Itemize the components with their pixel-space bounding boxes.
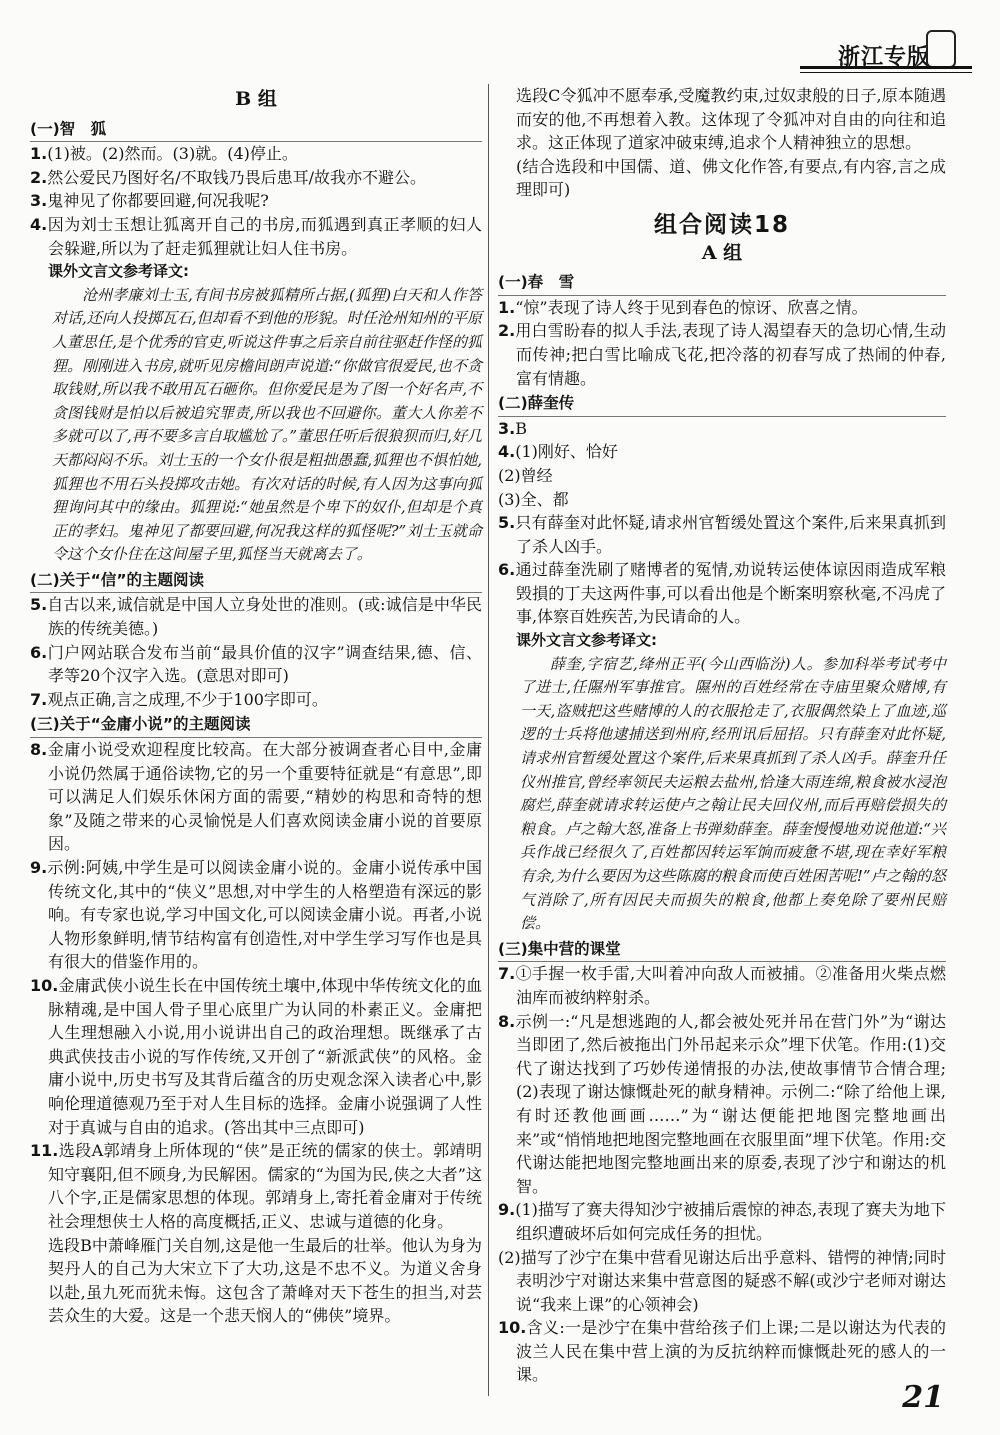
answer-text: 金庸武侠小说生长在中国传统土壤中,体现中华传统文化的血脉精魂,是中国人骨子里心底里广为认同的朴素正义。金庸把人生理想融入小说,用小说讲出自己的政治理想。既继承了古典武侠技击小说的写作传统,又开创了“新派武侠”的风格。金庸小说中,历史书写及其背后蕴含的历史观念深入读者心中,影响伦理道德观乃至于对人生目标的选择。金庸小说强调了人性对于真诚与自由的追求。(答出其中三点即可) [48, 975, 482, 1137]
answer-item [30, 189, 482, 213]
answer-number: 1. [498, 297, 516, 317]
answer-text: (1)被。(2)然而。(3)就。(4)停止。 [47, 144, 298, 164]
answer-text: B [515, 418, 527, 438]
answer-item [498, 440, 946, 464]
answer-item [498, 1316, 946, 1387]
header-rule-thin [800, 72, 972, 73]
answer-text: 门户网站联合发布当前“最具价值的汉字”调查结果,德、信、孝等20个汉字入选。(意思对即可) [47, 642, 482, 686]
reference-translation: 沧州孝廉刘士玉,有间书房被狐精所占据,(狐狸)白天和人作答对话,还向人投掷瓦石,但却看不到他的形貌。时任沧州知州的平原人董思任,是个优秀的官吏,听说这件事之后亲自前往驱赶作怪的狐狸。刚刚进入书房,就听见房檐间朗声说道:“你做官很爱民,也不贪取钱财,所以我不敢用瓦石砸你。但你爱民是为了图一个好名声,不贪图钱财是怕以后被追究罪责,所以我也不回避你。董大人你差不多就可以了,再不要多言自取尴尬了。”董思任听后很狼狈而归,好几天都闷闷不乐。刘士玉的一个女仆很是粗拙愚蠢,狐狸也不惧怕她,狐狸也不用石头投掷攻击她。有次对话的时候,有人因为这事向狐狸询问其中的缘由。狐狸说:“她虽然是个卑下的奴仆,但却是个真正的孝妇。鬼神见了都要回避,何况我这样的狐怪呢?”刘士玉就命令这个女仆住在这间屋子里,狐怪当天就离去了。 [52, 285, 482, 564]
answer-number: 3. [498, 418, 516, 438]
column-divider [488, 84, 489, 1396]
page-header [0, 0, 1000, 72]
section-title: (二)薛奎传 [498, 392, 946, 417]
answer-text: 示例:阿姨,中学生是可以阅读金庸小说的。金庸小说传承中国传统文化,其中的“侠义”思想,对中学生的人格塑造有深远的影响。有专家也说,学习中国文化,可以阅读金庸小说。再者,小说人物形象鲜明,情节结构富有创造性,对中学生学习写作也是具有很大的借鉴作用的。 [47, 858, 482, 972]
answer-item [498, 1010, 946, 1199]
answer-paragraph: 选段C令狐冲不愿奉承,受魔教约束,过奴隶般的日子,原本随遇而安的他,不再想着入教。这体现了令狐冲对自由的向往和追求。这正体现了道家冲破束缚,追求个人精神独立的思想。 [516, 86, 946, 153]
answer-number: 7. [498, 964, 516, 984]
answer-number: 8. [498, 1011, 516, 1031]
answer-item [498, 962, 946, 1009]
answer-text: 只有薛奎对此怀疑,请求州官暂缓处置这个案件,后来果真抓到了杀人凶手。 [515, 513, 946, 556]
answer-number: 5. [498, 513, 516, 533]
answer-text: (2)描写了沙宁在集中营看见谢达后出乎意料、错愕的神情;同时表明沙宁对谢达来集中营意图的疑惑不解(或沙宁老师对谢达说“我来上课”的心领神会) [498, 1247, 946, 1314]
answer-item [498, 488, 946, 512]
answer-text: 用白雪盼春的拟人手法,表现了诗人渴望春天的急切心情,生动而传神;把白雪比喻成飞花,把冷落的初春写成了热闹的仲春,富有情趣。 [515, 321, 946, 388]
answer-number: 1. [30, 144, 48, 164]
answer-paragraph: 选段B中萧峰雁门关自刎,这是他一生最后的壮举。他认为身为契丹人的自己为大宋立下了大功,这是不忠不义。为道义舍身以赴,虽九死而犹未悔。这包含了萧峰对天下苍生的担当,对芸芸众生的大爱。这是一个悲天悯人的“佛侠”境界。 [48, 1235, 482, 1326]
answer-text: 自古以来,诚信就是中国人立身处世的准则。(或:诚信是中华民族的传统美德。) [47, 595, 482, 639]
answer-item [498, 558, 946, 629]
right-column [498, 84, 946, 1387]
answer-item [498, 319, 946, 390]
answer-item [30, 688, 482, 712]
answer-text: 然公爱民乃图好名/不取钱乃畏后患耳/故我亦不避公。 [47, 167, 427, 187]
answer-item [30, 856, 482, 974]
answer-item [30, 1139, 482, 1233]
answer-item [30, 974, 482, 1139]
answer-item [498, 464, 946, 488]
answer-number: 10. [30, 975, 59, 995]
answer-text: 金庸小说受欢迎程度比较高。在大部分被调查者心目中,金庸小说仍然属于通俗读物,它的另一个重要特征就是“有意思”,即可以满足人们娱乐休闲方面的需要,“精妙的构思和奇特的想象”及随之带来的心灵愉悦是人们喜欢阅读金庸小说的首要原因。 [47, 740, 482, 854]
edition-label: 浙江专版 [837, 45, 930, 70]
answer-number: 5. [30, 595, 48, 615]
answer-text: ①手握一枚手雷,大叫着冲向敌人而被捕。②准备用火柴点燃油库而被纳粹射杀。 [515, 964, 946, 1007]
answer-text: 鬼神见了你都要回避,何况我呢? [47, 191, 269, 211]
group-title-b: B 组 [235, 88, 277, 110]
answer-text: 因为刘士玉想让狐离开自己的书房,而狐遇到真正孝顺的妇人会躲避,所以为了赶走狐狸就让妇人住书房。 [47, 214, 482, 258]
answer-text: 选段A郭靖身上所体现的“侠”是正统的儒家的侠士。郭靖明知守襄阳,但不顾身,为民解困。儒家的“为国为民,侠之大者”这八个字,正是儒家思想的体现。郭靖身上,寄托着金庸对于传统社会理想侠士人格的高度概括,正义、忠诚与道德的化身。 [48, 1141, 482, 1231]
reference-title: 课外文言文参考译文: [48, 262, 189, 281]
section-title: (三)集中营的课堂 [498, 938, 946, 963]
answer-number: 7. [30, 689, 48, 709]
answer-text: (1)描写了赛夫得知沙宁被捕后震惊的神态,表现了赛夫为地下组织遭破坏后如何完成任务的担忧。 [515, 1200, 946, 1243]
section-title: (二)关于“信”的主题阅读 [30, 569, 482, 594]
answer-text: 示例一:“凡是想逃跑的人,都会被处死并吊在营门外”为“谢达当即团了,然后被拖出门外吊起来示众”埋下伏笔。作用:(1)交代了谢达找到了巧妙传递情报的办法,使故事情节合情合理;(2)表现了谢达慷慨赴死的献身精神。示例二:“除了给他上课,有时还教他画画……”为“谢达便能把地图完整地画出来”或“悄悄地把地图完整地画在衣服里面”埋下伏笔。作用:交代谢达能把地图完整地画出来的原委,表现了沙宁和谢达的机智。 [515, 1011, 946, 1196]
answer-number: 10. [498, 1318, 527, 1338]
header-rule [800, 66, 972, 69]
answer-item [498, 1246, 946, 1317]
group-title-a: A 组 [701, 241, 743, 264]
answer-number: 2. [30, 167, 48, 187]
answer-text: (2)曾经 [498, 465, 553, 485]
section-title: (一)智 狐 [30, 118, 482, 143]
answer-number: 9. [30, 858, 48, 877]
answer-number: 4. [30, 214, 48, 234]
combined-reading-title: 组合阅读18 [653, 211, 790, 238]
answer-number: 6. [30, 642, 48, 662]
answer-number: 6. [498, 560, 516, 580]
answer-item [498, 511, 946, 558]
answer-item [30, 641, 482, 688]
answer-text: 通过薛奎洗刷了赌博者的冤情,劝说转运使体谅因雨造成军粮毁損的丁夫这两件事,可以看出他是个断案明察秋毫,不冯虎了事,体察百姓疾苦,为民请命的人。 [515, 560, 946, 627]
answer-text: “惊”表现了诗人终于见到春色的惊讶、欣喜之情。 [515, 297, 868, 317]
answer-item [30, 738, 482, 856]
section-title: (一)春 雪 [498, 271, 946, 296]
answer-number: 11. [30, 1141, 59, 1161]
answer-item [30, 166, 482, 190]
answer-item [498, 1198, 946, 1245]
answer-item [498, 296, 946, 320]
answer-item [30, 593, 482, 640]
answer-number: 2. [498, 321, 516, 341]
answer-number: 3. [30, 191, 48, 211]
answer-paragraph: (结合选段和中国儒、道、佛文化作答,有要点,有内容,言之成理即可) [516, 156, 946, 200]
answer-text: 观点正确,言之成理,不少于100字即可。 [47, 689, 328, 709]
left-column [30, 84, 482, 1328]
answer-number: 8. [30, 740, 48, 760]
answer-text: (3)全、都 [498, 489, 569, 509]
answer-number: 4. [498, 442, 516, 462]
answer-number: 9. [498, 1200, 516, 1220]
answer-item [30, 213, 482, 260]
answer-item [498, 417, 946, 441]
answer-text: 含义:一是沙宁在集中营给孩子们上课;二是以谢达为代表的波兰人民在集中营上演的为反抗纳粹而慷慨赴死的感人的一课。 [516, 1318, 946, 1385]
page-number: 21 [902, 1380, 944, 1415]
answer-item [30, 142, 482, 166]
publisher-logo [926, 30, 956, 68]
reference-translation: 薛奎,字宿艺,绛州正平(今山西临汾)人。参加科举考试考中了进士,任隰州军事推官。隰州的百姓经常在寺庙里聚众赌博,有一天,盗贼把这些赌博的人的衣服抢走了,衣服偶然染上了血迹,巡逻的士兵将他逮捕送到州府,经刑讯后屈招。只有薛奎对此怀疑,请求州官暂缓处置这个案件,后来果真抓到了杀人凶手。薛奎升任仪州推官,曾经率领民夫运粮去盐州,恰逢大雨连绵,粮食被水浸泡腐烂,薛奎就请求转运使卢之翰让民夫回仪州,而后再赔偿损失的粮食。卢之翰大怒,准备上书弹劾薛奎。薛奎慢慢地劝说他道:“兴兵作战已经很久了,百姓都因转运军饷而疲惫不堪,现在幸好军粮有余,为什么要因为这些陈腐的粮食而使百姓困苦呢!”卢之翰的怒气消除了,所有因民夫而损失的粮食,他都上奏免除了要州民赔偿。 [520, 654, 946, 933]
answer-text: (1)刚好、恰好 [515, 442, 618, 462]
reference-title: 课外文言文参考译文: [516, 631, 657, 650]
section-title: (三)关于“金庸小说”的主题阅读 [30, 713, 482, 738]
